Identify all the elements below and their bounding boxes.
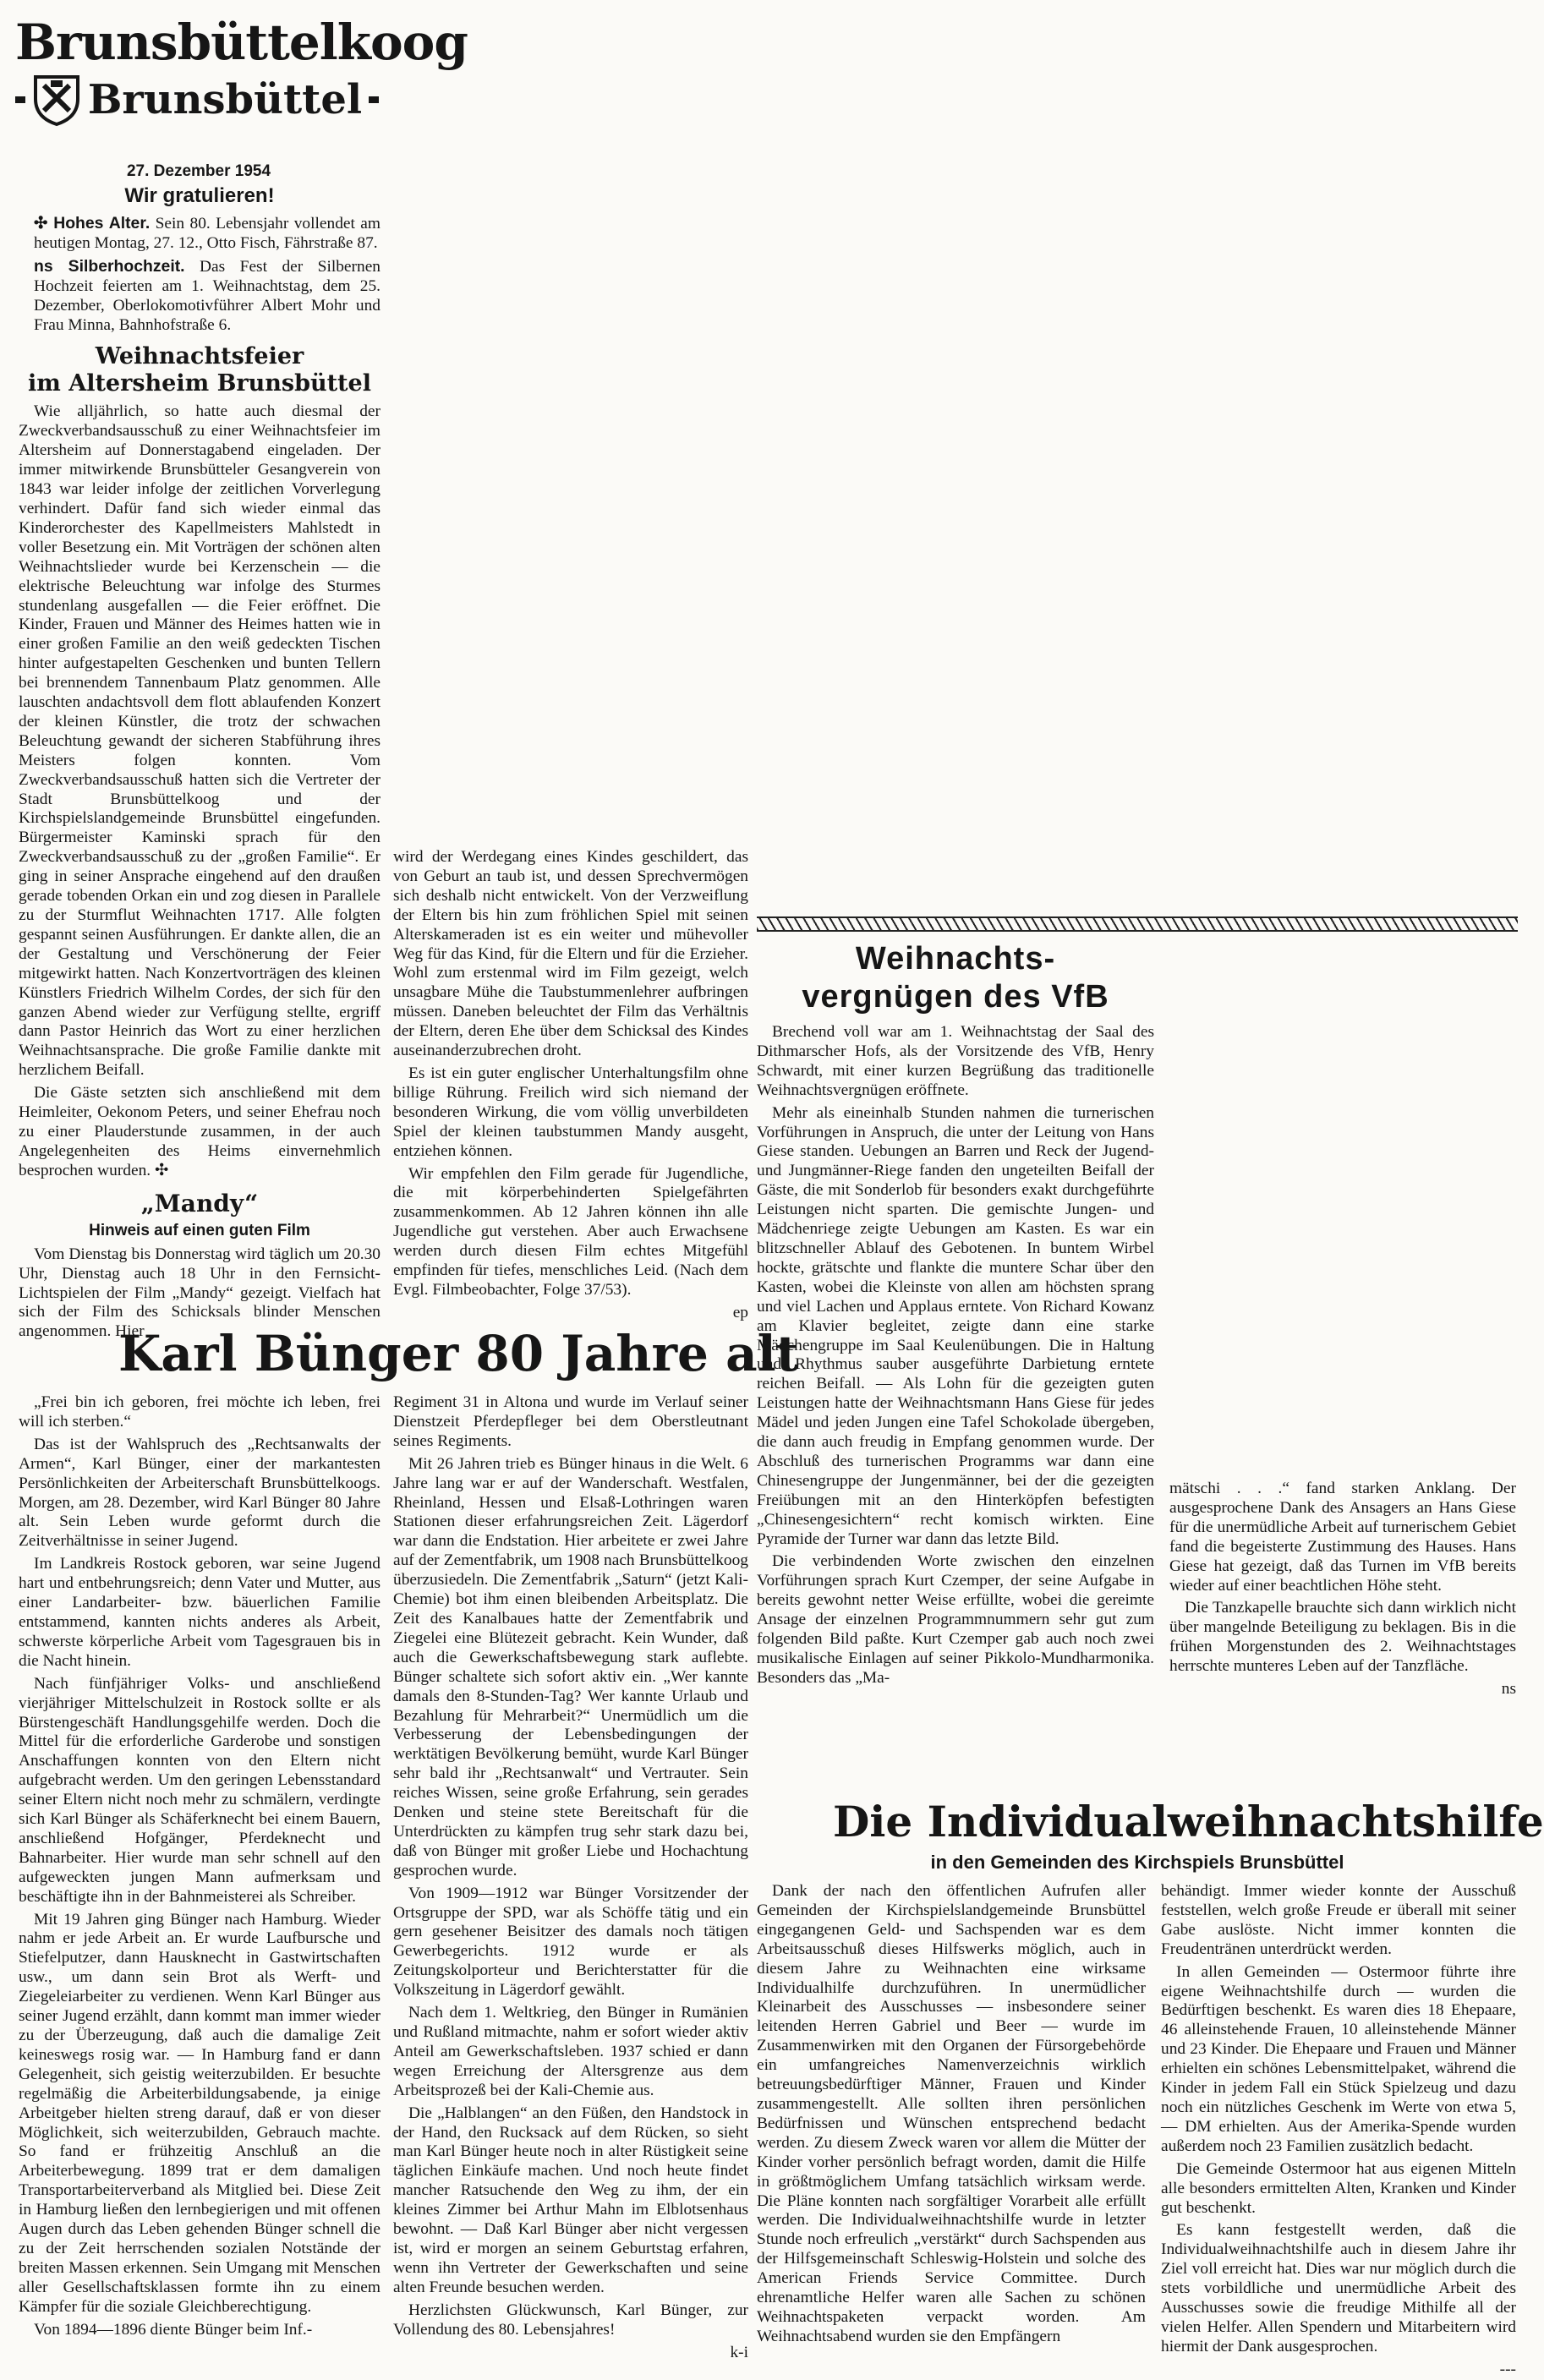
- paragraph: Es kann festgestellt werden, daß die Individualweihnachtshilfe auch in diesem Jahre ihr Ziel voll erreicht hat. Dies war nur möglich durch die stets vorbildliche und unermüdliche Arbeit des Ausschusses sowie die freudige Mithilfe all der vielen Helfer. Allen Spendern und Mitarbeitern wird hiermit der Dank ausgesprochen.: [1161, 2221, 1516, 2355]
- paragraph: Es ist ein guter englischer Unterhaltungsfilm ohne billige Rührung. Freilich wird sich niemand der besonderen Wirkung, die vom völlig unverbildeten Spiel der kleinen taubstummen Mandy ausgeht, entziehen können.: [393, 1064, 748, 1160]
- paragraph: Die Tanzkapelle brauchte sich dann wirklich nicht über mangelnde Beteiligung zu beklagen. Bis in die frühen Morgenstunden des 2. Weihnachtstages herrschte munteres Leben auf der Tanzfläche.: [1169, 1599, 1516, 1676]
- paragraph: Wie alljährlich, so hatte auch diesmal der Zweckverbandsausschuß zu einer Weihnachtsfeier im Altersheim auf Donnerstagabend eingeladen. Der immer mitwirkende Brunsbütteler Gesangverein von 1843 war leider infolge der zeitlichen Vorverlegung verhindert. Dafür fand sich wieder einmal das Kinderorchester des Kapellmeisters Mahlstedt in voller Besetzung ein. Mit Vorträgen der schönen alten Weihnachtslieder wurde bei Kerzenschein — die elektrische Beleuchtung war infolge des Sturmes stundenlang ausgefallen — die Feier eröffnet. Die Kinder, Frauen und Männer des Heimes hatten wie in einer großen Familie an den weiß gedeckten Tischen hinter aufgestapelten Geschenken und bunten Tellern bei brennendem Tannenbaum Platz genommen. Alle lauschten andachtsvoll dem flott ablaufenden Konzert der kleinen Künstler, die trotz der schwachen Beleuchtung gewandt der sicheren Stabführung ihres Meisters folgen konnten. Vom Zweckverbandsausschuß hatten sich die Vertreter der Stadt Brunsbüttelkoog und der Kirchspielslandgemeinde Brunsbüttel eingefunden. Bürgermeister Kaminski sprach für den Zweckverbandsausschuß zu der „großen Familie“. Er ging in seiner Ansprache eingehend auf den draußen gerade tobenden Orkan ein und zog diesen in Parallele zu der Sturmflut Weihnachten 1717. Alle folgten gespannt seinen Ausführungen. Er dankte allen, die an der Gestaltung und Verschönerung der Feier mitgewirkt hatten. Nach Konzertvorträgen des kleinen Künstlers Friedrich Wilhelm Cordes, der sich für den ganzen Abend wieder zur Verfügung stellte, ergriff dann Pastor Heinrich das Wort zu einer herzlichen Weihnachtsansprache. Die große Familie dankte mit herzlichem Beifall.: [19, 402, 381, 1080]
- ornament-divider: [757, 916, 1518, 932]
- section-heading: Wir gratulieren!: [124, 184, 275, 207]
- column-left-top: [19, 182, 381, 1345]
- author-sign: ep: [732, 1303, 748, 1321]
- paragraph: In allen Gemeinden — Ostermoor führte ihre eigene Weihnachtshilfe durch — wurden die Bedürftigen beschenkt. Es waren dies 18 Ehepaare, 46 alleinstehende Frauen, 10 alleinstehende Männer und 23 Kinder. Die Ehepaare und Frauen und Männer erhielten ein schönes Lebensmittelpaket, während die Kinder in jedem Fall ein Stück Spielzeug und dazu noch ein nützliches Geschenk im Werte von etwa 5,— DM erhielten. Aus der Amerika-Spende wurden außerdem noch 23 Familien zusätzlich bedacht.: [1161, 1962, 1516, 2155]
- column-individual-1: [757, 1882, 1146, 2350]
- paragraph: Im Landkreis Rostock geboren, war seine Jugend hart und entbehrungsreich; denn Vater und Mutter, aus einer Landarbeiter- bzw. bäuerlichen Familie entstammend, kannten nichts anderes als Arbeit, schwerste körperliche Arbeit vom Tagesgrauen bis in die Nacht hinein.: [19, 1555, 381, 1670]
- paragraph: Von 1894—1896 diente Bünger beim Inf.-: [34, 2320, 313, 2339]
- crest-icon: [32, 74, 81, 126]
- article-heading: vergnügen des VfB: [802, 979, 1109, 1015]
- paragraph-text: Das Fest der Silbernen Hochzeit feierten am 1. Weihnachtstag, dem 25. Dezember, Oberlokomotivführer Albert Mohr und Frau Minna, Bahnhofstraße 6.: [34, 257, 381, 334]
- author-sign: k-i: [730, 2343, 748, 2361]
- paragraph-text: Sein 80. Lebensjahr vollendet am heutigen Montag, 27. 12., Otto Fisch, Fährstraße 87.: [34, 215, 381, 252]
- issue-date: 27. Dezember 1954: [126, 162, 271, 180]
- article-heading: Weihnachts-: [855, 941, 1056, 977]
- paragraph: wird der Werdegang eines Kindes geschildert, das von Geburt an taub ist, und dessen Sprechvermögen sich deshalb nicht entwickelt. Von der Verzweiflung der Eltern bis hin zum fröhlichen Spiel mit seinen Alterskameraden ist es ein weiter und mühevoller Weg für das Kind, für die Eltern und für die Erzieher. Wohl zum erstenmal wird im Film gezeigt, welch unsagbare Mühe die Taubstummenlehrer aufbringen müssen. Daneben beleuchtet der Film das Verhältnis der Eltern, deren Ehe über dem Schicksal des Kindes auseinanderzubrechen droht.: [393, 848, 748, 1060]
- article-heading: „Mandy“: [140, 1189, 259, 1217]
- paragraph: Regiment 31 in Altona und wurde im Verlauf seiner Dienstzeit Pferdepfleger bei dem Oberstleutnant seines Regiments.: [393, 1393, 748, 1450]
- article-subheading: Hinweis auf einen guten Film: [89, 1221, 310, 1239]
- paragraph: Nach dem 1. Weltkrieg, den Bünger in Rumänien und Rußland mitmachte, nahm er sofort wieder aktiv Anteil am Gewerkschaftsleben. 1937 schied er dann wegen Erreichung der Altersgrenze aus dem Arbeitsprozeß bei der Kali-Chemie aus.: [393, 2004, 748, 2099]
- column-vfb: [757, 940, 1154, 1692]
- article-heading: im Altersheim Brunsbüttel: [28, 370, 371, 397]
- paragraph: „Frei bin ich geboren, frei möchte ich leben, frei will ich sterben.“: [19, 1393, 381, 1431]
- paragraph: Dank der nach den öffentlichen Aufrufen aller Gemeinden der Kirchspielslandgemeinde Brunsbüttel eingegangenen Geld- und Sachspenden war es dem Arbeitsausschuß dieses Hilfswerks möglich, auch in diesem Jahre zu Weihnachten eine wirksame Individualhilfe durchzuführen. In unermüdlicher Kleinarbeit des Ausschusses — insbesondere seiner leitenden Herren Gabriel und Beer — wurde im Zusammenwirken mit den Organen der Fürsorgebehörde ein umfangreiches Namenverzeichnis wirklich betreuungsbedürftiger Männer, Frauen und Kinder zusammengestellt. Alle sollten ihren persönlichen Bedürfnissen und Wünschen entsprechend bedacht werden. Zu diesem Zweck waren vor allem die Mütter der Kinder vorher persönlich befragt worden, damit die Hilfe in größtmöglichem Umfang tatsächlich wirksam werde. Die Pläne konnten nach sorgfältiger Vorarbeit alle erfüllt werden. Die Individualweihnachtshilfe wurde in letzter Stunde noch erfreulich „verstärkt“ durch Sachspenden aus der Hilfsgemeinschaft Schleswig-Holstein und solche des American Friends Service Committee. Durch ehrenamtliche Helfer waren alle Sachen zu schönen Weihnachtspaketen verpackt worden. Am Weihnachtsabend wurden sie den Empfängern: [757, 1882, 1146, 2345]
- masthead-subtitle: Brunsbüttel: [87, 76, 363, 123]
- paragraph: Von 1909—1912 war Bünger Vorsitzender der Ortsgruppe der SPD, war als Schöffe tätig und ein gern gesehener Beisitzer des damals noch tätigen Gewerbegerichts. 1912 wurde er als Zeitungskolporteur und Berichterstatter für die Volkszeitung in Lägerdorf gewählt.: [393, 1884, 748, 2000]
- article-title: Karl Bünger 80 Jahre alt: [118, 1325, 799, 1382]
- author-sign: ns: [1501, 1680, 1516, 1699]
- paragraph: Mehr als eineinhalb Stunden nahmen die turnerischen Vorführungen in Anspruch, die unter der Leitung von Hans Giese standen. Uebungen an Barren und Reck der Jugend- und Jungmänner-Riege fanden den ungeteilten Beifall der Gäste, die mit Sonderlob für besonders exakt durchgeführte Leistungen nicht sparten. Die gemischte Jungen- und Mädchenriege zeigte Uebungen am Kasten. Es war ein blitzschneller Ablauf des Gebotenen. In buntem Wirbel hockte, grätschte und flankte die muntere Schar über den Kasten, wobei die Kleinste von allen am höchsten sprang und viel Lachen und Applaus erntete. Von Richard Kowanz am Klavier begleitet, zeigte dann eine starke Mädchengruppe im Saal Keulenübungen. Die in Haltung und Rhythmus sauber ausgeführte Darbietung erntete reichen Beifall. — Als Lohn für die gezeigten guten Leistungen hatte der Weihnachtsmann Hans Giese für jedes Mädel und jeden Jungen eine Tafel Schokolade übergeben, die dann auch freudig in Empfang genommen wurde. Der Abschluß des turnerischen Programms war dann eine Chinesengruppe der Jungenmänner, bei der die gezeigten Freiübungen mit an den Hinterköpfen befestigten „Chinesengesichtern“ recht komisch wirkten. Eine Pyramide der Turner war dann das letzte Bild.: [757, 1103, 1154, 1548]
- paragraph: Vom Dienstag bis Donnerstag wird täglich um 20.30 Uhr, Dienstag auch 18 Uhr in den Fernsicht-Lichtspielen der Film „Mandy“ gezeigt. Vielfach hat sich der Film des Schicksals blinder Menschen angenommen. Hier: [19, 1245, 381, 1341]
- column-buenger-2: [393, 1393, 748, 2362]
- paragraph: Herzlichsten Glückwunsch, Karl Bünger, zur Vollendung des 80. Lebensjahres!: [393, 2301, 748, 2339]
- paragraph: Brechend voll war am 1. Weihnachtstag der Saal des Dithmarscher Hofs, als der Vorsitzende des VfB, Henry Schwardt, mit einer kurzen Begrüßung das traditionelle Weihnachtsvergnügen eröffnete.: [757, 1023, 1154, 1099]
- paragraph-lead: ns Silberhochzeit.: [34, 256, 185, 276]
- paragraph: [19, 257, 381, 336]
- masthead-title-line1: Brunsbüttelkoog: [15, 14, 468, 71]
- article-subtitle: in den Gemeinden des Kirchspiels Brunsbüttel: [930, 1852, 1344, 1873]
- paragraph: Die verbindenden Worte zwischen den einzelnen Vorführungen sprach Kurt Czemper, der seine Aufgabe in bereits gewohnt netter Weise erfüllte, wobei die gereimte Ansage der einzelnen Programmnummern sehr gut zum folgenden Bild paßte. Kurt Czemper gab auch noch zwei musikalische Einlagen auf seiner Pikkolo-Mundharmonika. Besonders das „Ma-: [757, 1552, 1154, 1687]
- article-title: Die Individualweihnachtshilfe: [833, 1797, 1544, 1847]
- masthead-title-line2: [15, 73, 379, 127]
- paragraph: Mit 19 Jahren ging Bünger nach Hamburg. Wieder nahm er jede Arbeit an. Er wurde Laufbursche und Stiefelputzer, dann Hausknecht in Gastwirtschaften usw., um dann sein Brot als Werft- und Ziegeleiarbeiter zu verdienen. Wenn Karl Bünger aus seiner Jugend erzählt, dann kommt man immer wieder zu der Überzeugung, daß auch die damalige Zeit keineswegs rosig war. — In Hamburg fand er dann Gelegenheit, sich geistig weiterzubilden. Er besuchte regelmäßig die Arbeiterbildungsabende, ja einige Arbeitgeber hielten streng darauf, daß er von dieser Möglichkeit, sich weiterzubilden, Gebrauch machte. So fand er frühzeitig Anschluß an die Arbeiterbewegung. 1899 trat er dem damaligen Transportarbeiterverband als Mitglied bei. Diese Zeit in Hamburg ließen den lernbegierigen und mit offenen Augen durch das Leben gehenden Bünger schnell die zu der Zeit herrschenden sozialen Notstände der breiten Massen erkennen. Sein Umgang mit Menschen aller Gesellschaftsklassen formte ihn zu einem Kämpfer für die soziale Gleichberechtigung.: [19, 1910, 381, 2316]
- article-heading: Weihnachtsfeier: [95, 343, 304, 370]
- paragraph: Die Gäste setzten sich anschließend mit dem Heimleiter, Oekonom Peters, und seiner Ehefrau noch zu einer Plauderstunde zusammen, in der auch Angelegenheiten des Heims einvernehmlich besprochen wurden. ✣: [19, 1084, 381, 1179]
- paragraph: mätschi . . .“ fand starken Anklang. Der ausgesprochene Dank des Ansagers an Hans Giese für die unermüdliche Arbeit auf turnerischem Gebiet fand die begeisterte Zustimmung des Hauses. Hans Giese hat gezeigt, daß das Turnen im VfB bereits wieder auf einer beachtlichen Höhe steht.: [1169, 1480, 1516, 1595]
- column-mandy-continued: [393, 848, 748, 1323]
- paragraph: behändigt. Immer wieder konnte der Ausschuß feststellen, welch große Freude er überall mit seiner Gabe auslöste. Nicht immer konnten die Freudentränen unterdrückt werden.: [1161, 1882, 1516, 1958]
- paragraph: Die „Halblangen“ an den Füßen, den Handstock in der Hand, den Rucksack auf dem Rücken, so sieht man Karl Bünger heute noch in alter Rüstigkeit seine täglichen Einkäufe machen. Und noch heute findet mancher Ratsuchende den Weg zu ihm, der ein kleines Zimmer bei Arthur Mahn im Elblotsenhaus bewohnt. — Daß Karl Bünger aber nicht vergessen ist, wird er morgen an seinem Geburtstag erfahren, wenn ihn Vertreter der Gewerkschaften und seine alten Freunde besuchen werden.: [393, 2104, 748, 2296]
- paragraph: Die Gemeinde Ostermoor hat aus eigenen Mitteln alle besonders ermittelten Alten, Kranken und Kinder gut beschenkt.: [1161, 2159, 1516, 2217]
- column-buenger-1: [19, 1393, 381, 2344]
- column-vfb-continued: [1169, 1480, 1516, 1699]
- author-sign: ---: [1499, 2360, 1516, 2378]
- paragraph-lead: ✣ Hohes Alter.: [34, 214, 151, 233]
- masthead: [15, 12, 468, 127]
- paragraph: Das ist der Wahlspruch des „Rechtsanwalts der Armen“, Karl Bünger, einer der markantesten Persönlichkeiten der Arbeiterschaft Brunsbüttelkoogs. Morgen, am 28. Dezember, wird Karl Bünger 80 Jahre alt. Sein Leben wurde geformt durch die Zeitverhältnisse in seiner Jugend.: [19, 1435, 381, 1551]
- paragraph: [19, 214, 381, 254]
- paragraph: Mit 26 Jahren trieb es Bünger hinaus in die Welt. 6 Jahre lang war er auf der Wanderschaft. Westfalen, Rheinland, Hessen und Elsaß-Lothringen waren Stationen dieser erfahrungsreichen Zeit. Lägerdorf war dann die Endstation. Hier arbeitete er zwei Jahre auf der Zementfabrik, um 1908 nach Brunsbüttelkoog überzusiedeln. Die Zementfabrik „Saturn“ (jetzt Kali-Chemie) bot ihm einen bleibenden Arbeitsplatz. Die Zeit des Kanalbaues hatte der Zementfabrik und Ziegelei eine Blütezeit gebracht. Kein Wunder, daß auch die Gewerkschaftsbewegung stark auflebte. Bünger schaltete sich sofort aktiv ein. „Wer kannte damals den 8-Stunden-Tag? Wer kannte Urlaub und Bezahlung für Mehrarbeit?“ Unermüdlich um die Verbesserung der Lebensbedingungen der werktätigen Bevölkerung bemüht, wurde Karl Bünger sehr bald ihr „Rechtsanwalt“ und Vertrauter. Sein reiches Wissen, seine große Erfahrung, sein gerades Denken und steine stete Bereitschaft für die Unterdrückten zu kämpfen trug sehr stark dazu bei, daß von Bünger mit großer Liebe und Hochachtung gesprochen wurde.: [393, 1454, 748, 1879]
- paragraph: Wir empfehlen den Film gerade für Jugendliche, die mit körperbehinderten Spielgefährten zusammenkommen. Ab 12 Jahren können ihn alle Jugendliche gut verstehen. Aber auch Erwachsene werden durch diesen Film echtes Mitgefühl empfinden für tiefes, menschliches Leid. (Nach dem Evgl. Filmbeobachter, Folge 37/53).: [393, 1164, 748, 1299]
- paragraph: Nach fünfjähriger Volks- und anschließend vierjähriger Mittelschulzeit in Rostock sollte er als Bürstengeschäft Handlungsgehilfe werden. Doch die Mittel für die erforderliche Garderobe und sonstigen Anschaffungen konnten von den Eltern nicht aufgebracht werden. Um den geringen Lebensstandard seiner Eltern nicht noch mehr zu schmälern, verdingte sich Karl Bünger als Schäferknecht bei einem Bauern, anschließend Hofgänger, Pferdeknecht und Bahnarbeiter. Hier wurde man sehr schnell auf den aufgeweckten jungen Mann aufmerksam und beschäftigte ihn in der Bahnmeisterei als Schreiber.: [19, 1674, 381, 1906]
- column-individual-2: [1161, 1882, 1516, 2380]
